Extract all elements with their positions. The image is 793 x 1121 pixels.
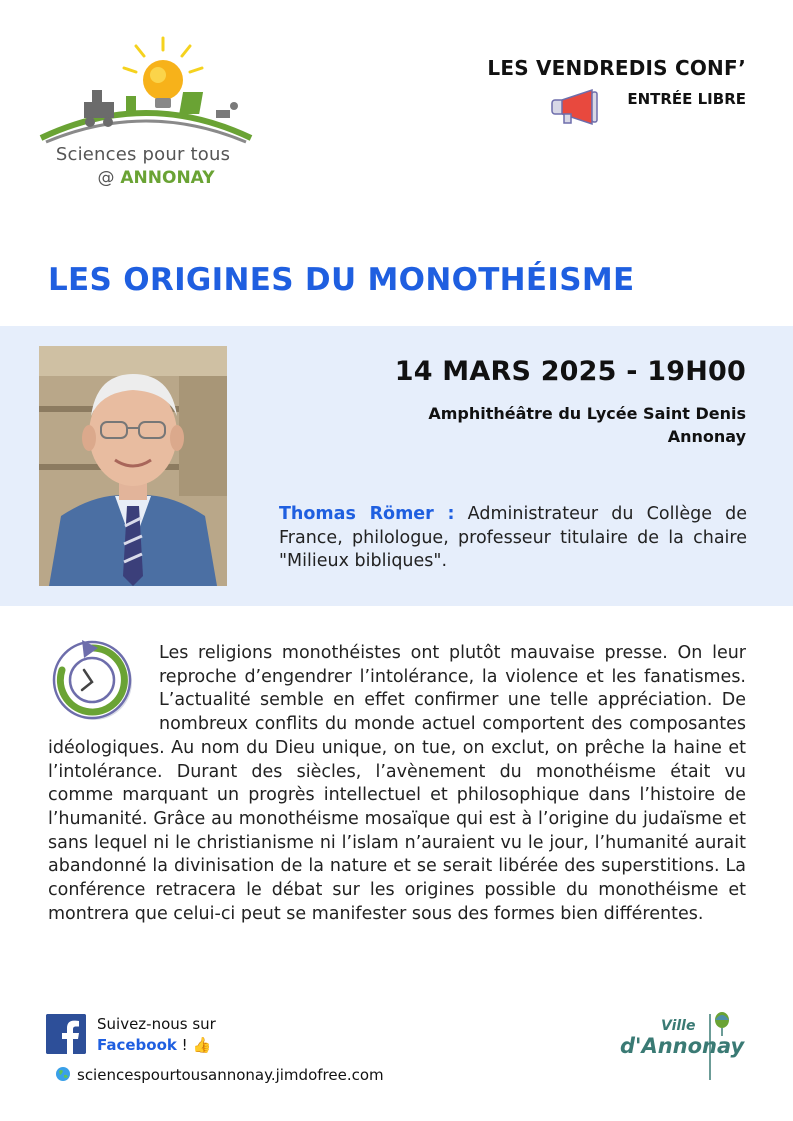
ville-big-text: d'Annonay — [620, 1034, 745, 1058]
venue-line-2: Annonay — [667, 427, 746, 446]
event-description — [48, 642, 746, 926]
ville-small-text: Ville — [661, 1018, 696, 1034]
speaker-photo — [39, 346, 227, 586]
logo-illustration — [36, 30, 256, 150]
venue-line-1: Amphithéâtre du Lycée Saint Denis — [428, 404, 746, 423]
icon-spacer — [48, 642, 159, 736]
facebook-link[interactable] — [97, 1036, 211, 1054]
facebook-suffix: ! 👍 — [176, 1036, 212, 1054]
megaphone-icon — [548, 86, 600, 126]
description-text: Les religions monothéistes ont plutôt mauvaise presse. On leur reproche d’engendrer l’intolérance, la violence et les fanatismes. L’actualité semble en effet confirmer une telle appréciation. De nombreux conflits du monde actuel comportent des composantes idéologiques. Au nom du Dieu unique, on tue, on exclut, on prêche la haine et l’intolérance. Durant des siècles, l’avènement du monothéisme était vu comme marquant un progrès intellectuel et philosophique dans l’histoire de l’humanité. Grâce au monothéisme mosaïque qui est à l’origine du judaïsme et sans lequel ni le christianisme ni l’islam n’auraient vu le jour, l’humanité aurait abandonné la divinisation de la nature et se serait libérée des superstitions. La conférence retracera le débat sur les origines possible du monothéisme et montrera que celui-ci peut se manifester sous des formes bien différentes. — [48, 643, 746, 924]
entry-free-label: ENTRÉE LIBRE — [627, 90, 746, 108]
website-link[interactable] — [55, 1066, 384, 1084]
logo-annonay: ANNONAY — [120, 168, 215, 188]
speaker-name: Thomas Römer : — [279, 504, 455, 524]
globe-icon — [55, 1066, 71, 1082]
event-series-header — [487, 56, 746, 80]
website-url[interactable]: sciencespourtousannonay.jimdofree.com — [77, 1066, 384, 1084]
logo-text-annonay — [66, 168, 246, 188]
series-title: LES VENDREDIS CONF’ — [487, 56, 746, 80]
logo-text-main: Sciences pour tous — [55, 144, 231, 165]
sciences-pour-tous-logo — [36, 30, 256, 200]
facebook-icon[interactable] — [46, 1014, 86, 1054]
ville-annonay-logo — [618, 1010, 758, 1082]
follow-us-label: Suivez-nous sur — [97, 1015, 216, 1033]
logo-at: @ — [97, 168, 115, 188]
facebook-label[interactable]: Facebook — [97, 1036, 177, 1054]
event-venue — [428, 402, 746, 448]
event-date: 14 MARS 2025 - 19H00 — [394, 356, 746, 387]
page-title: LES ORIGINES DU MONOTHÉISME — [48, 262, 635, 298]
speaker-bio: Administrateur du Collège de France, philologue, professeur titulaire de la chaire "Milieux bibliques". — [279, 504, 747, 571]
speaker-description — [279, 503, 747, 574]
